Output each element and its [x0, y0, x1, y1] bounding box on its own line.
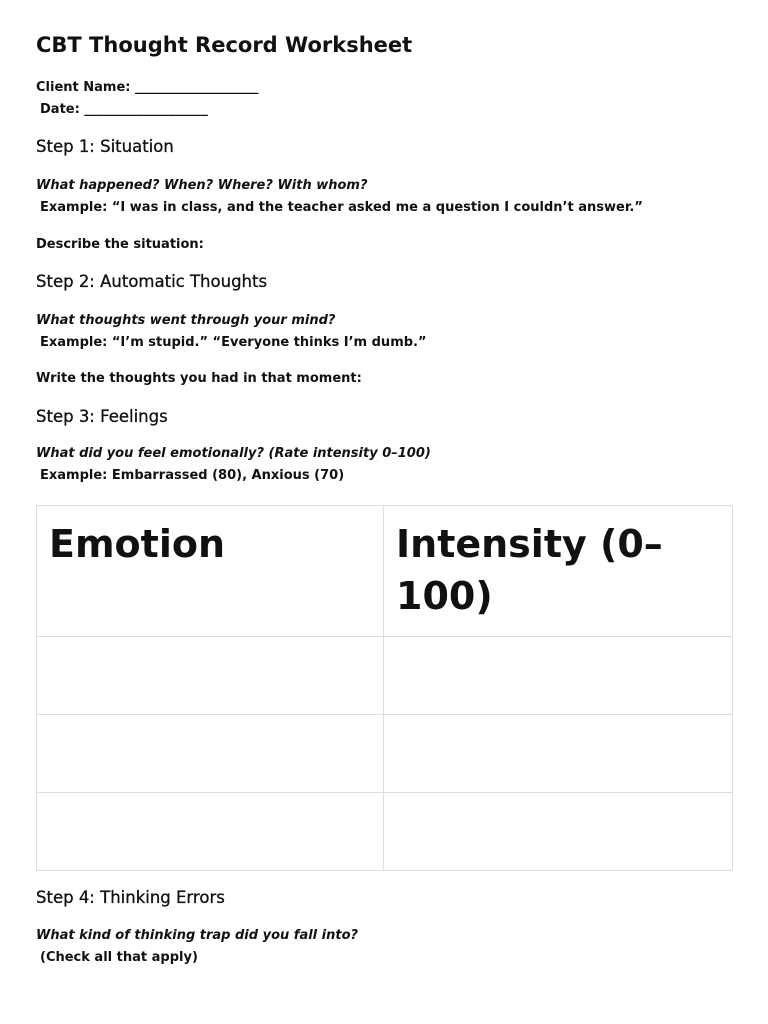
step1-example: Example: “I was in class, and the teacher asked me a question I couldn’t answer.”: [40, 200, 643, 215]
emotion-column-header: Emotion: [37, 506, 384, 637]
intensity-cell[interactable]: [384, 637, 733, 715]
table-row: [37, 793, 733, 871]
step1-prompt: What happened? When? Where? With whom?: [36, 178, 368, 193]
emotion-intensity-table: [36, 505, 733, 871]
intensity-column-header: Intensity (0–100): [384, 506, 733, 637]
emotion-cell[interactable]: [37, 715, 384, 793]
step3-prompt: What did you feel emotionally? (Rate intensity 0–100): [36, 446, 431, 461]
step2-instruction: Write the thoughts you had in that moment:: [36, 371, 362, 386]
date-field[interactable]: Date: ___________________: [40, 102, 208, 117]
client-name-field[interactable]: Client Name: ___________________: [36, 80, 259, 95]
step3-example: Example: Embarrassed (80), Anxious (70): [40, 468, 345, 483]
emotion-cell[interactable]: [37, 637, 384, 715]
table-row: [37, 637, 733, 715]
step2-example: Example: “I’m stupid.” “Everyone thinks I’m dumb.”: [40, 335, 427, 350]
step3-heading: Step 3: Feelings: [36, 407, 168, 426]
step4-heading: Step 4: Thinking Errors: [36, 888, 225, 907]
step1-instruction: Describe the situation:: [36, 237, 204, 252]
emotion-cell[interactable]: [37, 793, 384, 871]
step4-prompt: What kind of thinking trap did you fall into?: [36, 928, 359, 943]
table-row: [37, 715, 733, 793]
step4-note: (Check all that apply): [40, 950, 198, 965]
step2-heading: Step 2: Automatic Thoughts: [36, 272, 268, 291]
intensity-cell[interactable]: [384, 715, 733, 793]
step2-prompt: What thoughts went through your mind?: [36, 313, 336, 328]
intensity-cell[interactable]: [384, 793, 733, 871]
page-title: CBT Thought Record Worksheet: [36, 33, 413, 57]
table-header-row: [37, 506, 733, 637]
step1-heading: Step 1: Situation: [36, 137, 174, 156]
